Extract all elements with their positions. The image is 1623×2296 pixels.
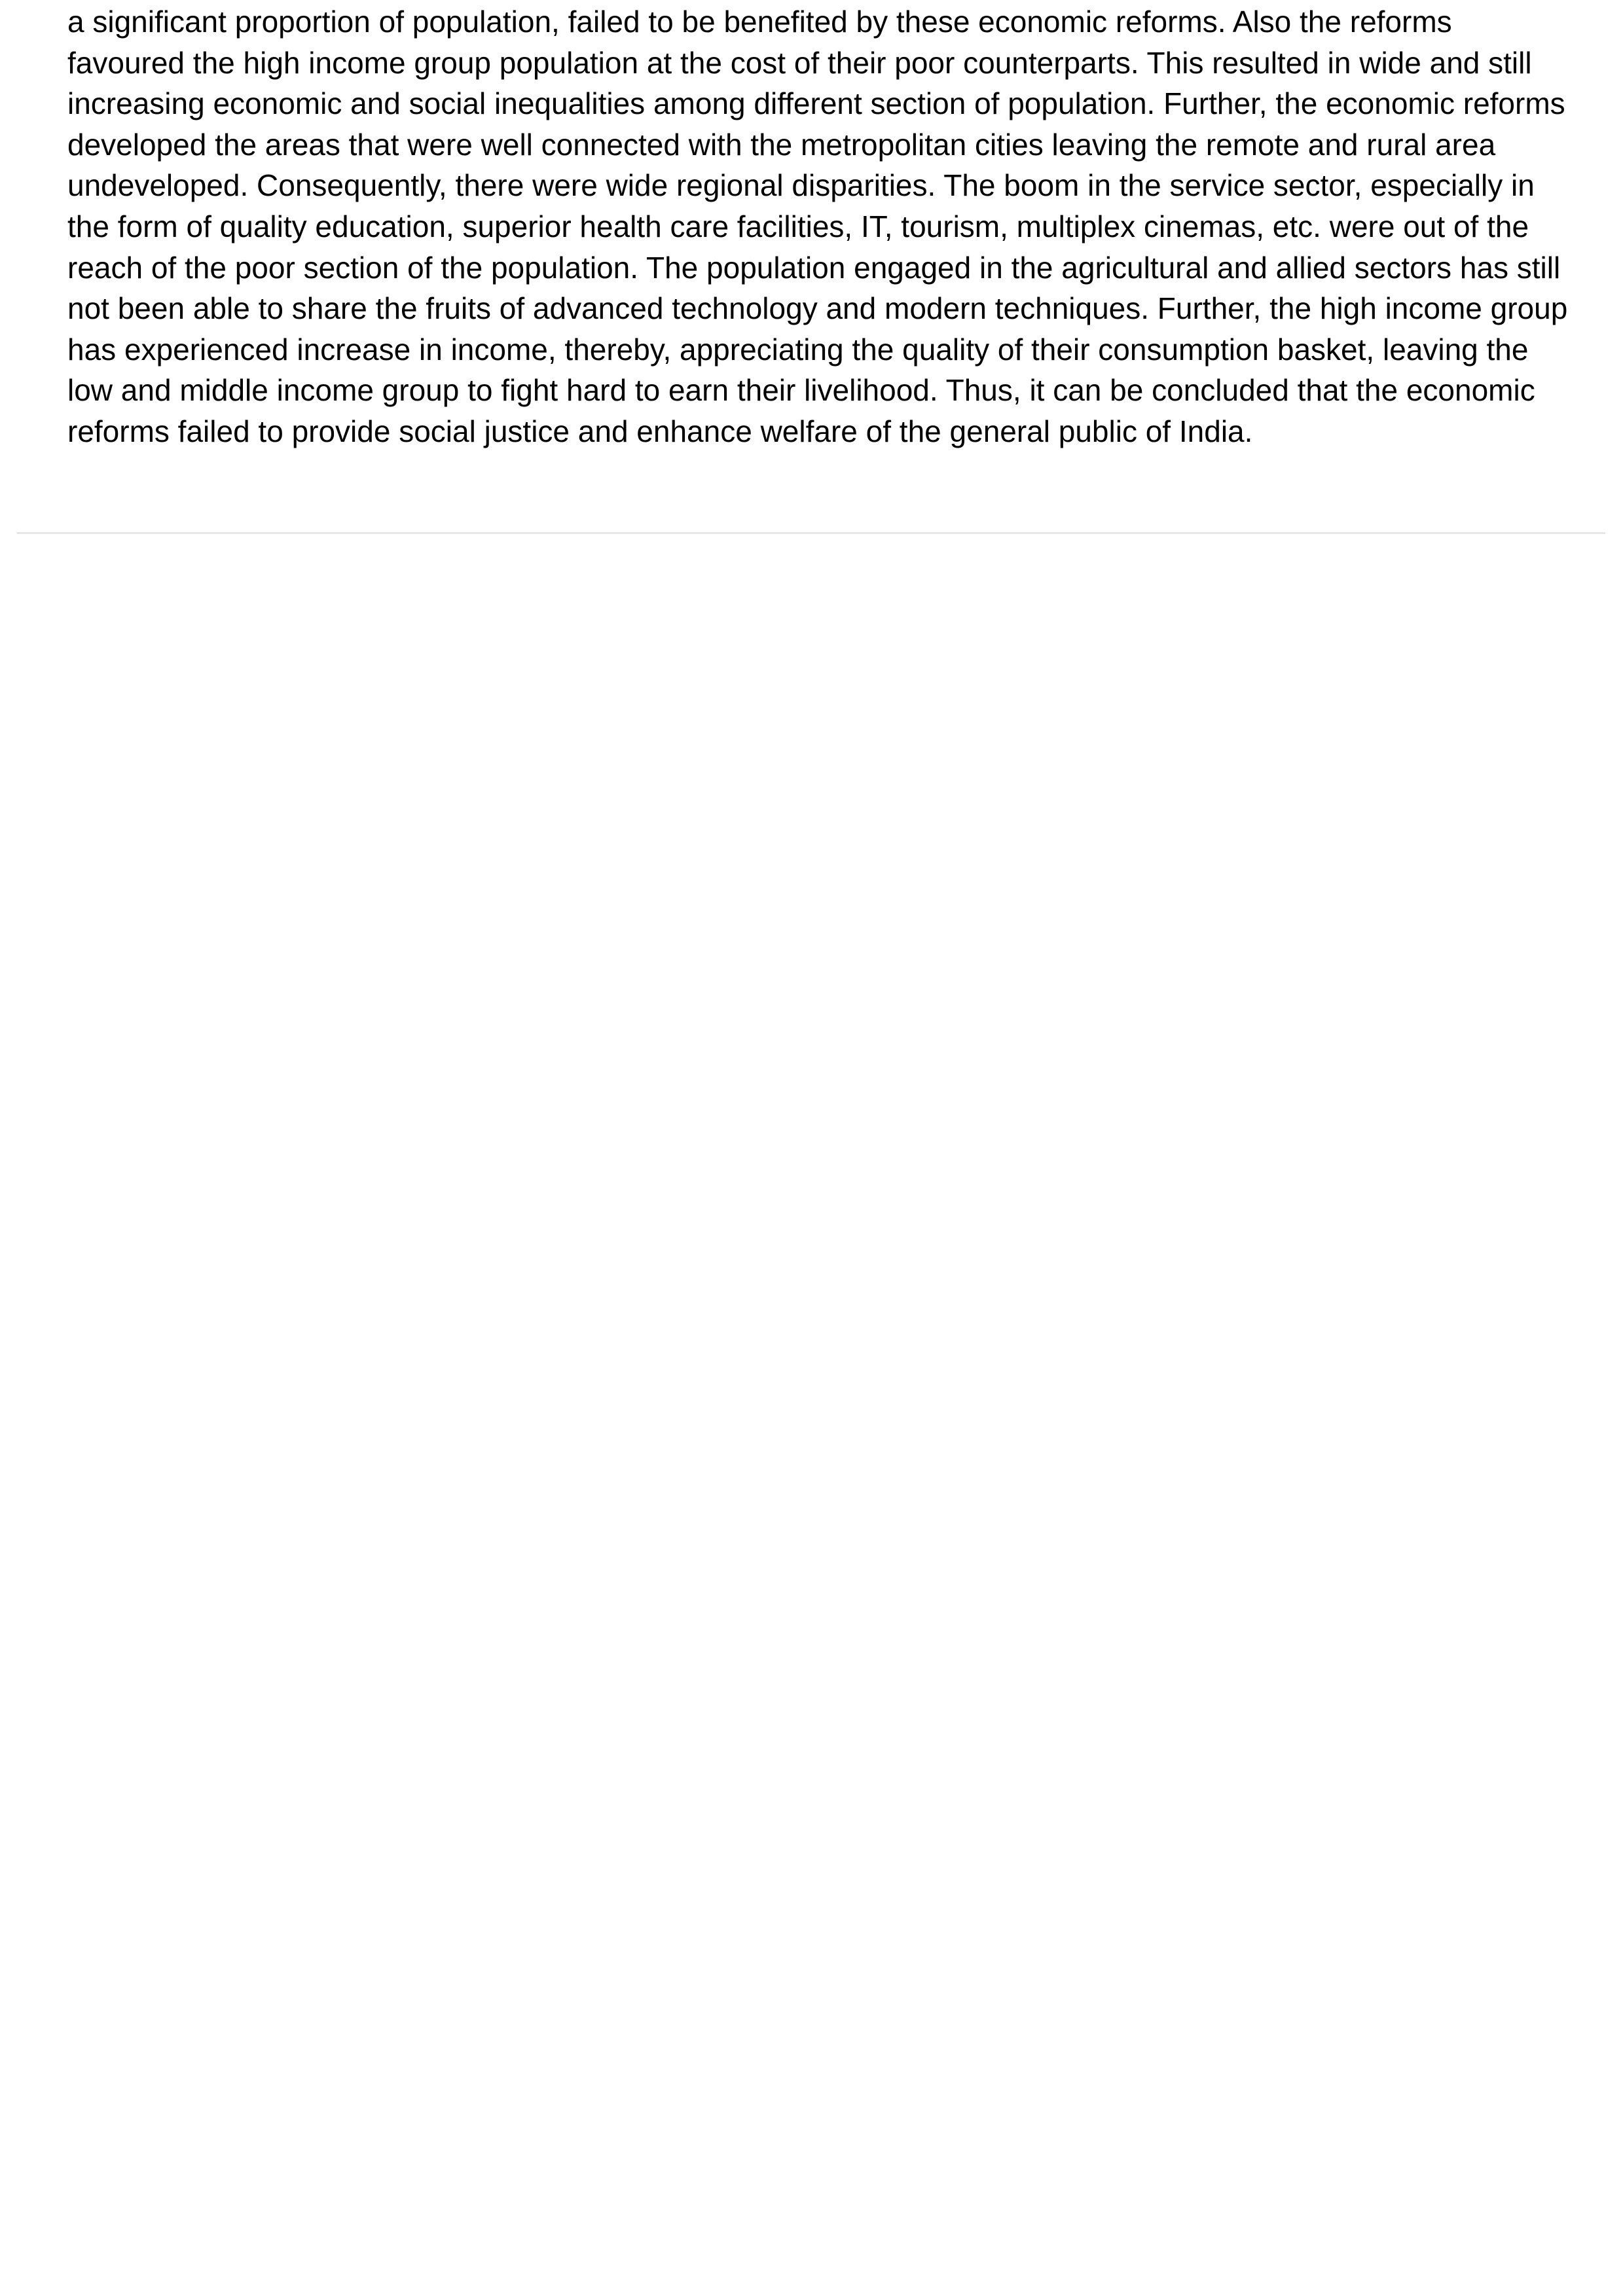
paragraph-line: favoured the high income group population at the cost of their poor counterparts. This resulted in wide and still (67, 45, 1532, 80)
paragraph-line: reach of the poor section of the population. The population engaged in the agricultural and allied sectors has still (67, 250, 1561, 285)
body-paragraph (67, 1, 1613, 452)
paragraph-line: increasing economic and social inequalities among different section of population. Further, the economic reforms (67, 86, 1565, 121)
paragraph-line: low and middle income group to fight hard to earn their livelihood. Thus, it can be concluded that the economic (67, 373, 1535, 408)
paragraph-line: developed the areas that were well connected with the metropolitan cities leaving the remote and rural area (67, 127, 1496, 162)
paragraph-line: not been able to share the fruits of advanced technology and modern techniques. Further, the high income group (67, 291, 1568, 326)
section-divider (17, 532, 1605, 534)
paragraph-line: undeveloped. Consequently, there were wide regional disparities. The boom in the service sector, especially in (67, 168, 1535, 203)
paragraph-line: the form of quality education, superior health care facilities, IT, tourism, multiplex cinemas, etc. were out of the (67, 209, 1529, 243)
paragraph-line: reforms failed to provide social justice and enhance welfare of the general public of India. (67, 414, 1253, 448)
paragraph-line: has experienced increase in income, thereby, appreciating the quality of their consumption basket, leaving the (67, 332, 1529, 367)
paragraph-line: a significant proportion of population, failed to be benefited by these economic reforms. Also the reforms (67, 5, 1452, 39)
